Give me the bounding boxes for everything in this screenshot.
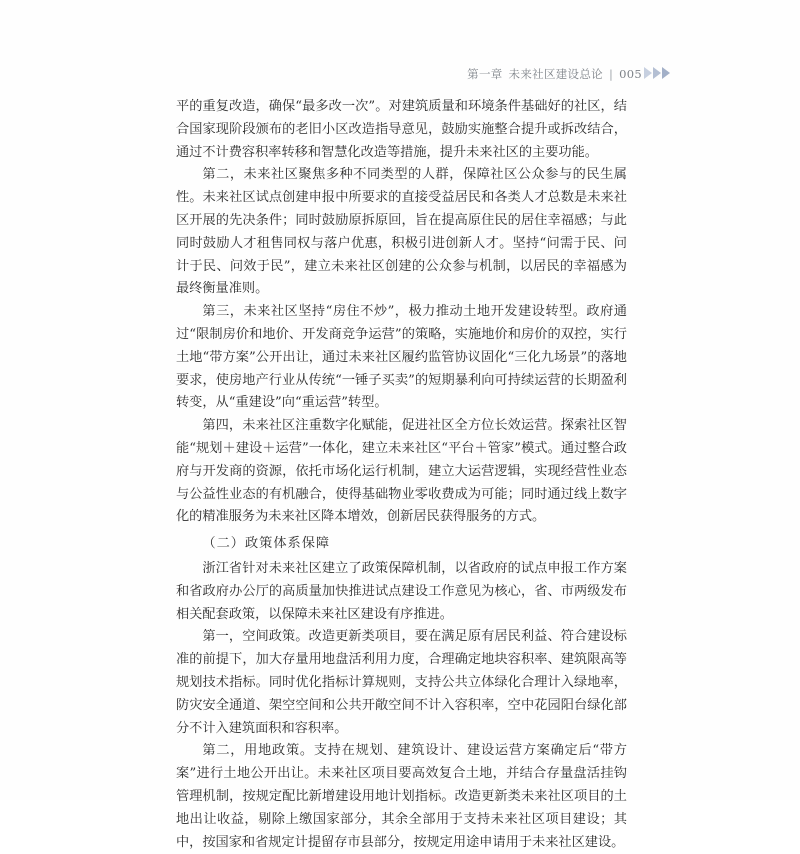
chapter-title: 未来社区建设总论 (508, 67, 603, 81)
chapter-label: 第一章 (467, 67, 503, 81)
page-number: 005 (619, 67, 642, 81)
running-header (467, 66, 642, 82)
paragraph: 第二，用地政策。支持在规划、建筑设计、建设运营方案确定后“带方案”进行土地公开出让。未来社区项目要高效复合土地，并结合存量盘活挂钩管理机制，按规定配比新增建设用地计划指标。改造更新类未来社区项目的土地出让收益，剔除上缴国家部分，其余全部用于支持未来社区项目建设；其中，按国家和省规定计提留存市县部分，按规定用途申请用于未来社区建设。 (176, 743, 627, 850)
body-text (176, 96, 627, 854)
paragraph: 浙江省针对未来社区建立了政策保障机制，以省政府的试点申报工作方案和省政府办公厅的高质量加快推进试点建设工作意见为核心，省、市两级发布相关配套政策，以保障未来社区建设有序推进。 (176, 560, 627, 622)
chevron-arrows-icon (644, 67, 670, 79)
header-separator: | (608, 67, 614, 81)
paragraph: 第三，未来社区坚持“房住不炒”，极力推动土地开发建设转型。政府通过“限制房价和地价、开发商竞争运营”的策略，实施地价和房价的双控，实行土地“带方案”公开出让，通过未来社区履约监管协议固化“三化九场景”的落地要求，使房地产行业从传统“一锤子买卖”的短期暴利向可持续运营的长期盈利转变，从“重建设”向“重运营”转型。 (176, 304, 627, 411)
paragraph: 第四，未来社区注重数字化赋能，促进社区全方位长效运营。探索社区智能“规划＋建设＋运营”一体化，建立未来社区“平台＋管家”模式。通过整合政府与开发商的资源，依托市场化运行机制，建立大运营逻辑，实现经营性业态与公益性业态的有机融合，使得基础物业零收费成为可能；同时通过线上数字化的精准服务为未来社区降本增效，创新居民获得服务的方式。 (176, 418, 627, 525)
section-heading: （二）政策体系保障 (202, 536, 331, 552)
paragraph: 平的重复改造，确保“最多改一次”。对建筑质量和环境条件基础好的社区，结合国家现阶段颁布的老旧小区改造指导意见，鼓励实施整合提升或拆改结合，通过不计费容积率转移和智慧化改造等措施，提升未来社区的主要功能。 (176, 99, 627, 160)
paragraph: 第一，空间政策。改造更新类项目，要在满足原有居民利益、符合建设标准的前提下，加大存量用地盘活利用力度，合理确定地块容积率、建筑限高等规划技术指标。同时优化指标计算规则，支持公共立体绿化合理计入绿地率，防灾安全通道、架空空间和公共开敞空间不计入容积率，空中花园阳台绿化部分不计入建筑面积和容积率。 (176, 629, 627, 736)
paragraph: 第二，未来社区聚焦多种不同类型的人群，保障社区公众参与的民生属性。未来社区试点创建申报中所要求的直接受益居民和各类人才总数是未来社区开展的先决条件；同时鼓励原拆原回，旨在提高原住民的居住幸福感；与此同时鼓励人才租售同权与落户优惠，积极引进创新人才。坚持“问需于民、问计于民、问效于民”，建立未来社区创建的公众参与机制，以居民的幸福感为最终衡量准则。 (176, 167, 627, 297)
